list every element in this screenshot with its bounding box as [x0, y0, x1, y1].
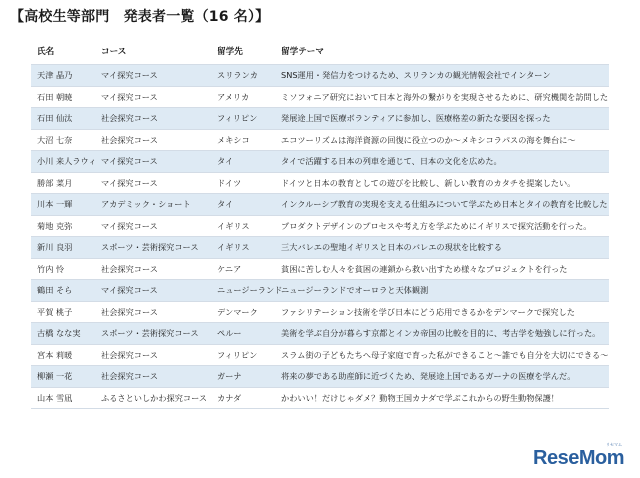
cell-destination: イギリス: [211, 215, 275, 237]
cell-destination: ペルー: [211, 323, 275, 345]
cell-theme: かわいい！だけじゃダメ？動物王国カナダで学ぶこれからの野生動物保護！: [275, 387, 609, 409]
cell-theme: ニュージーランドでオーロラと天体観測: [275, 280, 609, 302]
cell-course: 社会探究コース: [95, 301, 211, 323]
table-row: [31, 108, 609, 130]
presenter-table-container: [31, 40, 609, 409]
header-destination: 留学先: [211, 40, 275, 65]
cell-destination: カナダ: [211, 387, 275, 409]
cell-course: ふるさといしかわ探究コース: [95, 387, 211, 409]
cell-destination: アメリカ: [211, 86, 275, 108]
cell-course: スポーツ・芸術探究コース: [95, 237, 211, 259]
cell-name: 古橋 なな実: [31, 323, 95, 345]
cell-theme: SNS運用・発信力をつけるため、スリランカの観光情報会社でインターン: [275, 65, 609, 87]
table-row: [31, 301, 609, 323]
cell-destination: ガーナ: [211, 366, 275, 388]
cell-name: 柳瀬 一花: [31, 366, 95, 388]
resemom-logo: ReseMom: [533, 447, 624, 469]
cell-course: アカデミック・ショート: [95, 194, 211, 216]
cell-theme: スラム街の子どもたちへ母子家庭で育った私ができること～誰でも自分を大切にできる～: [275, 344, 609, 366]
cell-course: マイ探究コース: [95, 215, 211, 237]
table-header-row: [31, 40, 609, 65]
cell-theme: 将来の夢である助産師に近づくため、発展途上国であるガーナの医療を学んだ。: [275, 366, 609, 388]
table-row: [31, 258, 609, 280]
header-course: コース: [95, 40, 211, 65]
table-row: [31, 387, 609, 409]
cell-course: 社会探究コース: [95, 108, 211, 130]
cell-destination: フィリピン: [211, 344, 275, 366]
presenter-table: [31, 40, 609, 409]
table-row: [31, 323, 609, 345]
cell-destination: ドイツ: [211, 172, 275, 194]
cell-name: 鶴田 そら: [31, 280, 95, 302]
logo-ruby-text: リセマム: [606, 442, 622, 447]
table-row: [31, 344, 609, 366]
header-name: 氏名: [31, 40, 95, 65]
cell-course: スポーツ・芸術探究コース: [95, 323, 211, 345]
cell-theme: 三大バレエの聖地イギリスと日本のバレエの現状を比較する: [275, 237, 609, 259]
cell-theme: ミソフォニア研究において日本と海外の繋がりを実現させるために、研究機関を訪問した: [275, 86, 609, 108]
cell-destination: タイ: [211, 194, 275, 216]
cell-name: 勝部 菜月: [31, 172, 95, 194]
cell-course: マイ探究コース: [95, 151, 211, 173]
cell-course: 社会探究コース: [95, 344, 211, 366]
cell-course: マイ探究コース: [95, 172, 211, 194]
cell-course: 社会探究コース: [95, 366, 211, 388]
table-row: [31, 172, 609, 194]
cell-name: 石田 仙汰: [31, 108, 95, 130]
table-row: [31, 194, 609, 216]
table-row: [31, 237, 609, 259]
cell-course: マイ探究コース: [95, 280, 211, 302]
cell-theme: インクルーシブ教育の実現を支える仕組みについて学ぶため日本とタイの教育を比較した: [275, 194, 609, 216]
cell-name: 平賀 桃子: [31, 301, 95, 323]
cell-destination: タイ: [211, 151, 275, 173]
table-row: [31, 86, 609, 108]
cell-name: 小川 来人ラウィ: [31, 151, 95, 173]
cell-theme: ドイツと日本の教育としての遊びを比較し、新しい教育のカタチを提案したい。: [275, 172, 609, 194]
cell-name: 新川 良羽: [31, 237, 95, 259]
cell-destination: イギリス: [211, 237, 275, 259]
table-row: [31, 151, 609, 173]
cell-destination: スリランカ: [211, 65, 275, 87]
cell-theme: タイで活躍する日本の列車を通じて、日本の文化を広めた。: [275, 151, 609, 173]
cell-course: 社会探究コース: [95, 129, 211, 151]
cell-name: 天津 晶乃: [31, 65, 95, 87]
cell-name: 山本 雪凪: [31, 387, 95, 409]
table-row: [31, 366, 609, 388]
cell-course: 社会探究コース: [95, 258, 211, 280]
table-row: [31, 65, 609, 87]
cell-destination: フィリピン: [211, 108, 275, 130]
cell-theme: エコツーリズムは海洋資源の回復に役立つのか～メキシコラパスの海を舞台に～: [275, 129, 609, 151]
cell-destination: ケニア: [211, 258, 275, 280]
table-row: [31, 280, 609, 302]
cell-theme: 美術を学ぶ自分が暮らす京都とインカ帝国の比較を目的に、考古学を勉強しに行った。: [275, 323, 609, 345]
cell-theme: プロダクトデザインのプロセスや考え方を学ぶためにイギリスで探究活動を行った。: [275, 215, 609, 237]
cell-name: 菊地 克弥: [31, 215, 95, 237]
cell-name: 川本 一輝: [31, 194, 95, 216]
header-theme: 留学テーマ: [275, 40, 609, 65]
table-row: [31, 215, 609, 237]
page-title: 【高校生等部門 発表者一覧（16 名）】: [10, 9, 270, 25]
cell-theme: 貧困に苦しむ人々を貧困の連鎖から救い出すため様々なプロジェクトを行った: [275, 258, 609, 280]
table-row: [31, 129, 609, 151]
cell-course: マイ探究コース: [95, 86, 211, 108]
cell-name: 大沼 七奈: [31, 129, 95, 151]
cell-theme: ファシリテーション技術を学び日本にどう応用できるかをデンマークで探究した: [275, 301, 609, 323]
cell-theme: 発展途上国で医療ボランティアに参加し、医療格差の新たな要因を探った: [275, 108, 609, 130]
cell-name: 石田 朝暁: [31, 86, 95, 108]
cell-destination: メキシコ: [211, 129, 275, 151]
cell-name: 竹内 怜: [31, 258, 95, 280]
cell-course: マイ探究コース: [95, 65, 211, 87]
cell-destination: デンマーク: [211, 301, 275, 323]
cell-destination: ニュージーランド: [211, 280, 275, 302]
cell-name: 宮本 莉暖: [31, 344, 95, 366]
